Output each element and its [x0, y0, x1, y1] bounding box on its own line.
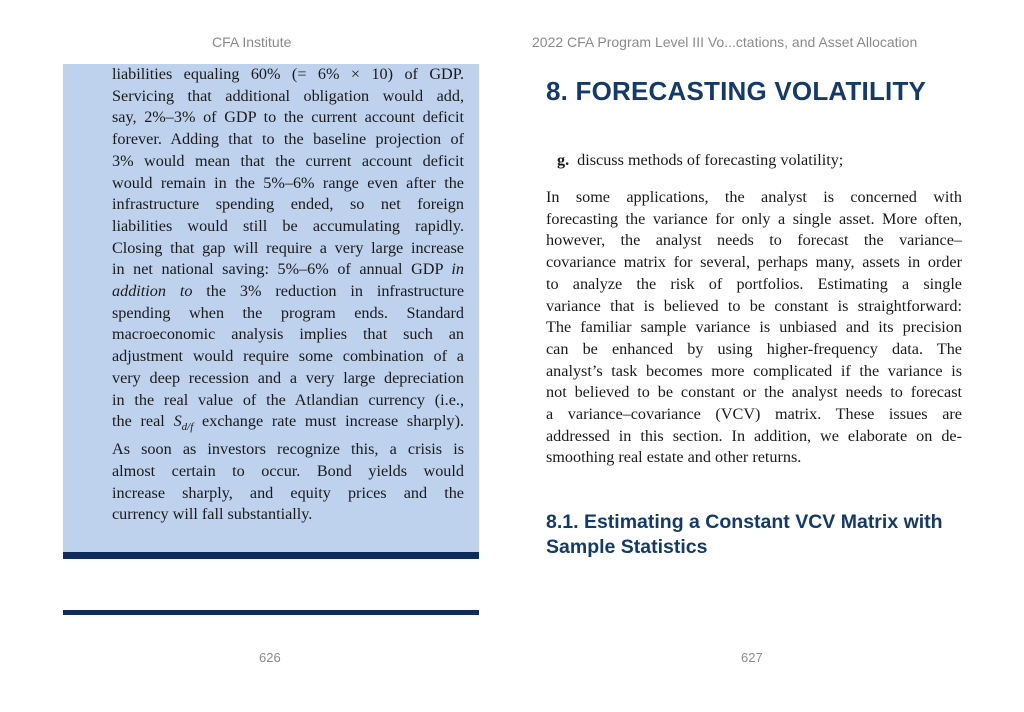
body-line: The familiar sample variance is unbiased and its precision: [546, 318, 962, 337]
box-line: As soon as investors recognize this, a crisis is: [112, 440, 464, 459]
box-line: very deep recession and a very large depreciation: [112, 368, 464, 387]
box-line-text: in net national saving: 5%–6% of annual GDP: [112, 260, 443, 279]
learning-outcome: [557, 151, 843, 170]
box-bottom-rule: [63, 552, 479, 559]
box-line: in the real value of the Atlandian currency (i.e.,: [112, 390, 464, 409]
italic-in: in: [451, 260, 465, 279]
example-box-text: [112, 64, 464, 526]
body-line: covariance matrix for several, perhaps many, assets in order: [546, 253, 962, 272]
section-title: 8. FORECASTING VOLATILITY: [546, 76, 927, 106]
body-line: can be enhanced by using higher-frequency data. The: [546, 339, 962, 358]
body-line: variance that is believed to be constant is straightforward:: [546, 296, 962, 315]
box-line: liabilities would still be accumulating rapidly.: [112, 216, 464, 235]
box-line: adjustment would require some combination of a: [112, 347, 464, 366]
body-line: a variance–covariance (VCV) matrix. These issues are: [546, 405, 962, 424]
box-line: [112, 411, 464, 439]
page-number-left: 626: [259, 650, 281, 665]
box-line: currency will fall substantially.: [112, 505, 313, 524]
box-line: would remain in the 5%–6% range even after the: [112, 173, 464, 192]
body-line: not believed to be constant or the analyst needs to forecast: [546, 383, 962, 402]
box-line: 3% would mean that the current account deficit: [112, 151, 464, 170]
running-head-right: 2022 CFA Program Level III Vo...ctations, and Asset Allocation: [532, 34, 918, 50]
box-line: liabilities equaling 60% (= 6% × 10) of GDP.: [112, 65, 464, 83]
box-line: infrastructure spending ended, so net foreign: [112, 195, 464, 214]
body-line: to analyze the risk of portfolios. Estimating a single: [546, 274, 962, 293]
box-line: Servicing that additional obligation would add,: [112, 86, 464, 105]
exchange-rate-subscript: d/f: [181, 421, 194, 434]
box-line-text: the 3% reduction in infrastructure: [206, 282, 465, 301]
los-text: discuss methods of forecasting volatility;: [577, 151, 844, 169]
box-line: spending when the program ends. Standard: [112, 303, 464, 322]
box-line: macroeconomic analysis implies that such an: [112, 325, 464, 344]
los-letter: g.: [557, 151, 570, 169]
box-line: [112, 281, 464, 303]
box-line: almost certain to occur. Bond yields would: [112, 461, 464, 480]
box-line: say, 2%–3% of GDP to the current account deficit: [112, 108, 464, 127]
exchange-rate-symbol: S: [173, 412, 182, 431]
page-number-right: 627: [741, 650, 763, 665]
body-line: however, the analyst needs to forecast the variance–: [546, 231, 962, 250]
box-line: Closing that gap will require a very large increase: [112, 238, 464, 257]
body-line: smoothing real estate and other returns.: [546, 448, 802, 467]
running-head-left: CFA Institute: [212, 34, 292, 50]
box-line: increase sharply, and equity prices and the: [112, 483, 464, 502]
body-line: In some applications, the analyst is concerned with: [546, 188, 962, 206]
page-bottom-rule: [63, 610, 479, 615]
body-paragraph: [546, 187, 962, 469]
box-line-text: exchange rate must increase sharply).: [202, 412, 465, 431]
italic-addition-to: addition to: [112, 282, 193, 301]
box-line-text: the real: [112, 412, 165, 431]
box-line: forever. Adding that to the baseline projection of: [112, 130, 464, 149]
body-line: addressed in this section. In addition, we elaborate on de-: [546, 426, 962, 445]
body-line: analyst’s task becomes more complicated if the variance is: [546, 361, 962, 380]
body-line: forecasting the variance for only a single asset. More often,: [546, 209, 962, 228]
box-line: [112, 259, 464, 281]
subsection-title: 8.1. Estimating a Constant VCV Matrix with Sample Statistics: [546, 511, 943, 558]
